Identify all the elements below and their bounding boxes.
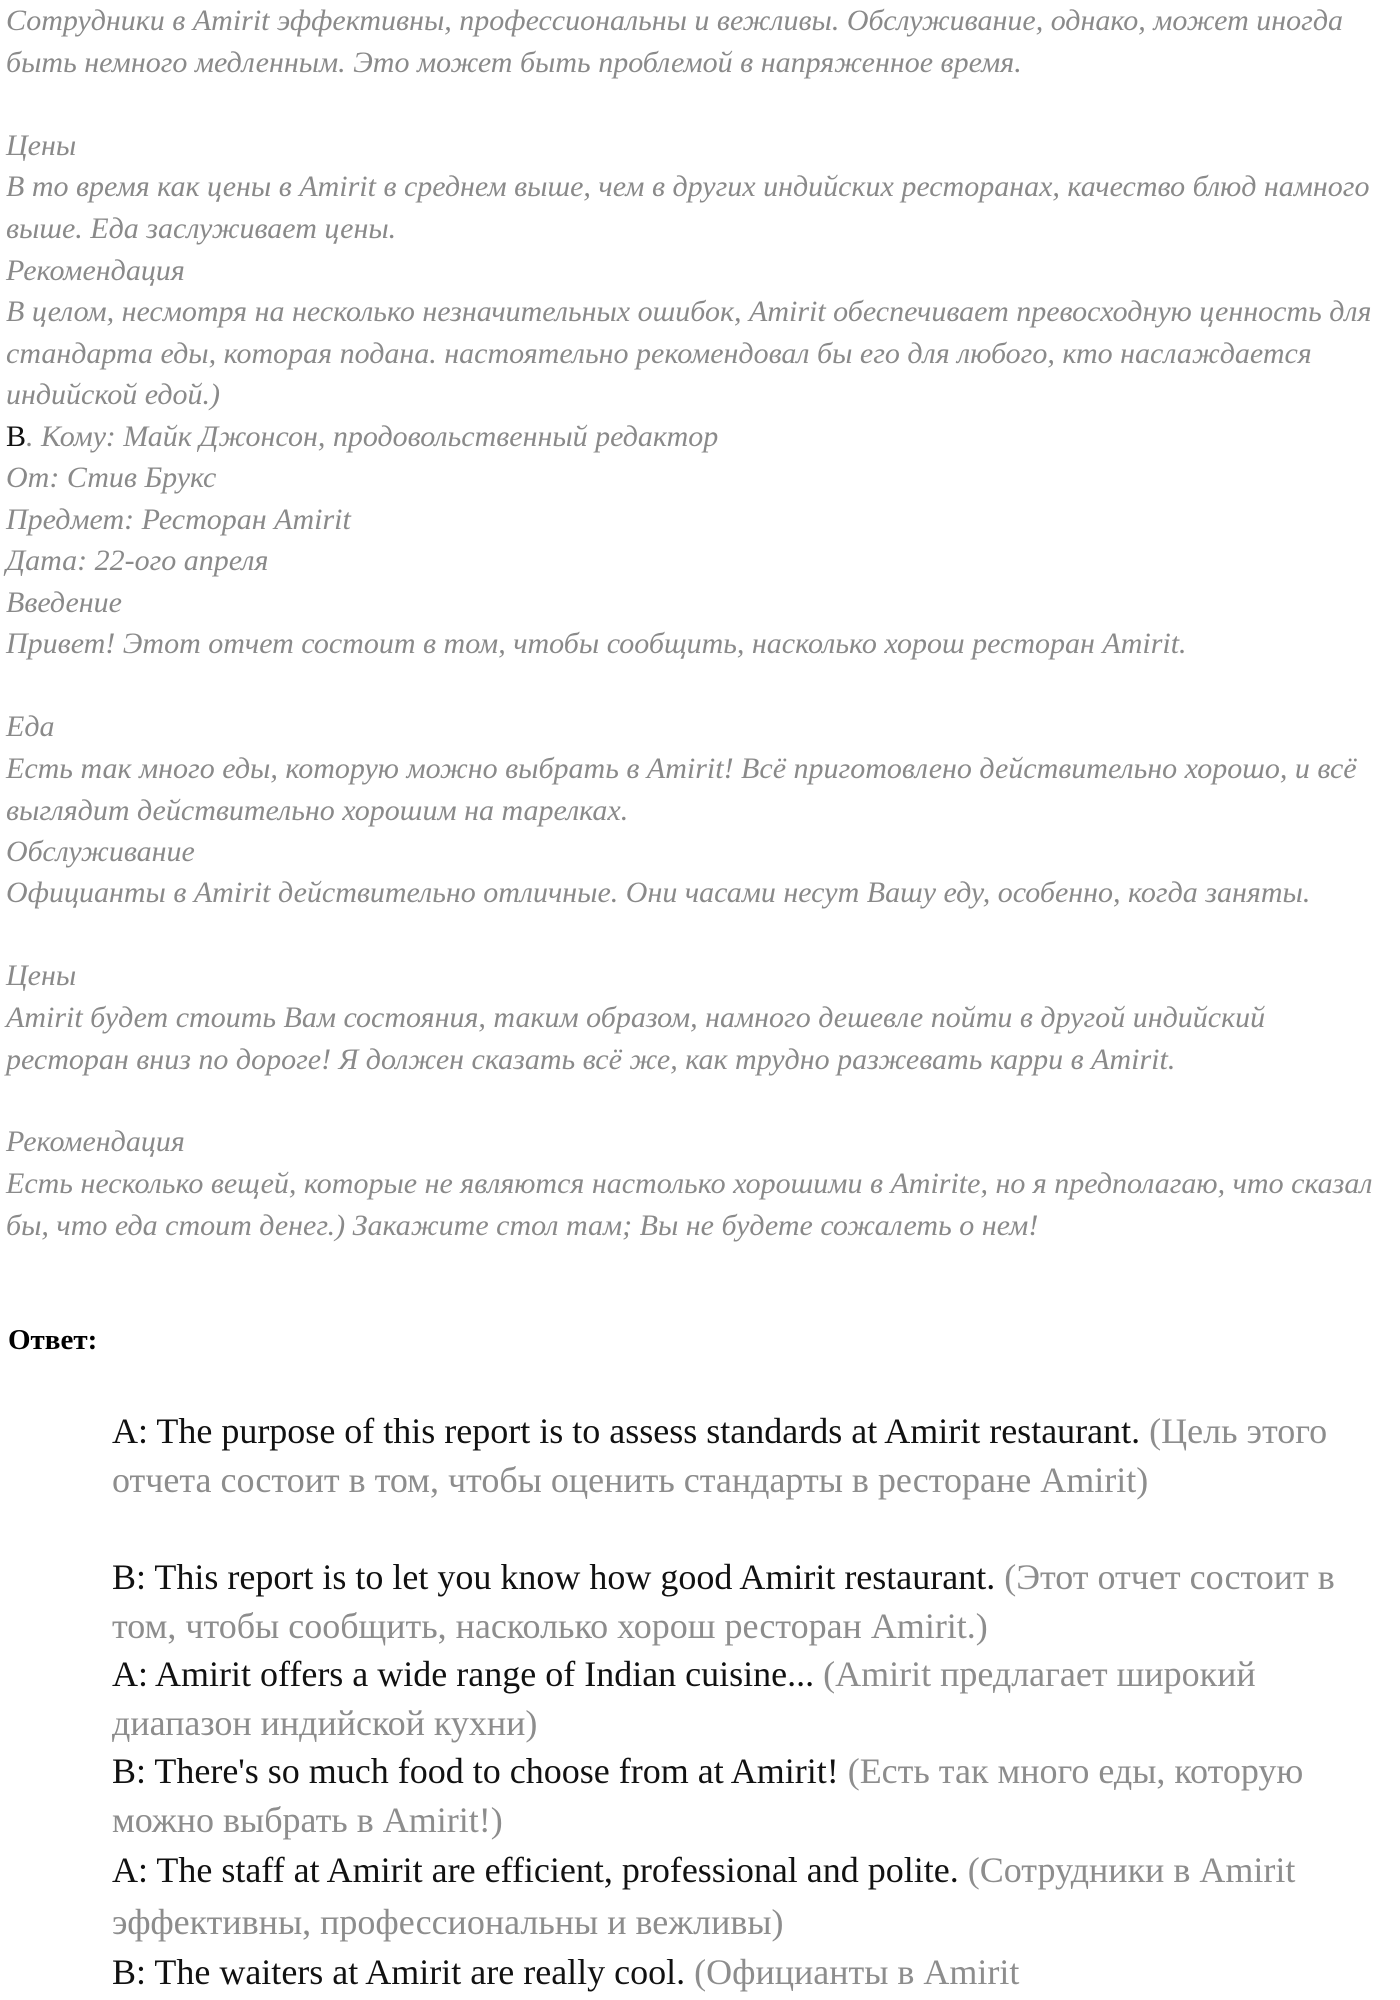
letter-b-from: От: Стив Брукс <box>6 461 217 494</box>
heading-introduction: Введение <box>6 586 122 619</box>
answer-item <box>112 1948 1396 1997</box>
answer-english: A: The staff at Amirit are efficient, professional and polite. <box>112 1850 959 1890</box>
paragraph-recommendation: В целом, несмотря на несколько незначительных ошибок, Amirit обеспечивает превосходную ценность для стандарта еды, которая подана. настоятельно рекомендовал бы его для любого, кто наслаждается индийской едой.) <box>6 295 1372 411</box>
answer-translation: (Этот отчет состоит в том, чтобы сообщить, насколько хорош ресторан Amirit.) <box>112 1557 1335 1646</box>
heading-food: Еда <box>6 710 55 743</box>
answer-english: A: Amirit offers a wide range of Indian cuisine... <box>112 1654 815 1694</box>
answer-item <box>112 1747 1396 1844</box>
answer-item <box>112 1650 1396 1747</box>
answer-translation: (Цель этого отчета состоит в том, чтобы оценить стандарты в ресторане Amirit) <box>112 1411 1328 1500</box>
answer-english: B: The waiters at Amirit are really cool. <box>112 1952 686 1992</box>
answer-item <box>112 1844 1396 1948</box>
answer-translation: (Сотрудники в Amirit эффективны, профессиональны и вежливы) <box>112 1850 1296 1942</box>
paragraph-prices: В то время как цены в Amirit в среднем выше, чем в других индийских ресторанах, качество блюд намного выше. Еда заслуживает цены. <box>6 170 1370 245</box>
paragraph-introduction: Привет! Этот отчет состоит в том, чтобы сообщить, насколько хорош ресторан Amirit. <box>6 627 1187 660</box>
letter-b-marker: В <box>6 420 27 453</box>
answer-heading: Ответ: <box>8 1324 98 1356</box>
letter-b-to: . Кому: Майк Джонсон, продовольственный редактор <box>26 420 719 453</box>
heading-service: Обслуживание <box>6 835 195 868</box>
letter-b-to-line <box>6 416 1394 458</box>
paragraph-recommendation-b: Есть несколько вещей, которые не являются настолько хорошими в Amirite, но я предполагаю, что сказал бы, что еда стоит денег.) Закажите стол там; Вы не будете сожалеть о нем! <box>6 1167 1373 1242</box>
letter-b-date: Дата: 22-ого апреля <box>6 544 269 577</box>
answer-english: B: There's so much food to choose from at Amirit! <box>112 1751 839 1791</box>
heading-prices-b: Цены <box>6 959 77 992</box>
paragraph-food: Есть так много еды, которую можно выбрать в Amirit! Всё приготовлено действительно хорошо, и всё выглядит действительно хорошим на тарелках. <box>6 752 1357 827</box>
answer-english: B: This report is to let you know how good Amirit restaurant. <box>112 1557 996 1597</box>
paragraph-service: Официанты в Amirit действительно отличные. Они часами несут Вашу еду, особенно, когда заняты. <box>6 876 1311 909</box>
answer-translation: (Amirit предлагает широкий диапазон индийской кухни) <box>112 1654 1256 1743</box>
paragraph-staff: Сотрудники в Amirit эффективны, профессиональны и вежливы. Обслуживание, однако, может иногда быть немного медленным. Это может быть проблемой в напряженное время. <box>6 4 1344 79</box>
answer-item <box>112 1553 1396 1650</box>
heading-recommendation-b: Рекомендация <box>6 1125 185 1158</box>
answer-translation: (Официанты в Amirit <box>694 1952 1020 1992</box>
heading-prices: Цены <box>6 129 77 162</box>
letter-b-subject: Предмет: Ресторан Amirit <box>6 503 351 536</box>
answer-translation: (Есть так много еды, которую можно выбрать в Amirit!) <box>112 1751 1304 1840</box>
paragraph-prices-b: Amirit будет стоить Вам состояния, таким образом, намного дешевле пойти в другой индийский ресторан вниз по дороге! Я должен сказать всё же, как трудно разжевать карри в Amirit. <box>6 1001 1266 1076</box>
answer-item <box>112 1407 1396 1504</box>
heading-recommendation: Рекомендация <box>6 254 185 287</box>
answer-english: A: The purpose of this report is to assess standards at Amirit restaurant. <box>112 1411 1141 1451</box>
